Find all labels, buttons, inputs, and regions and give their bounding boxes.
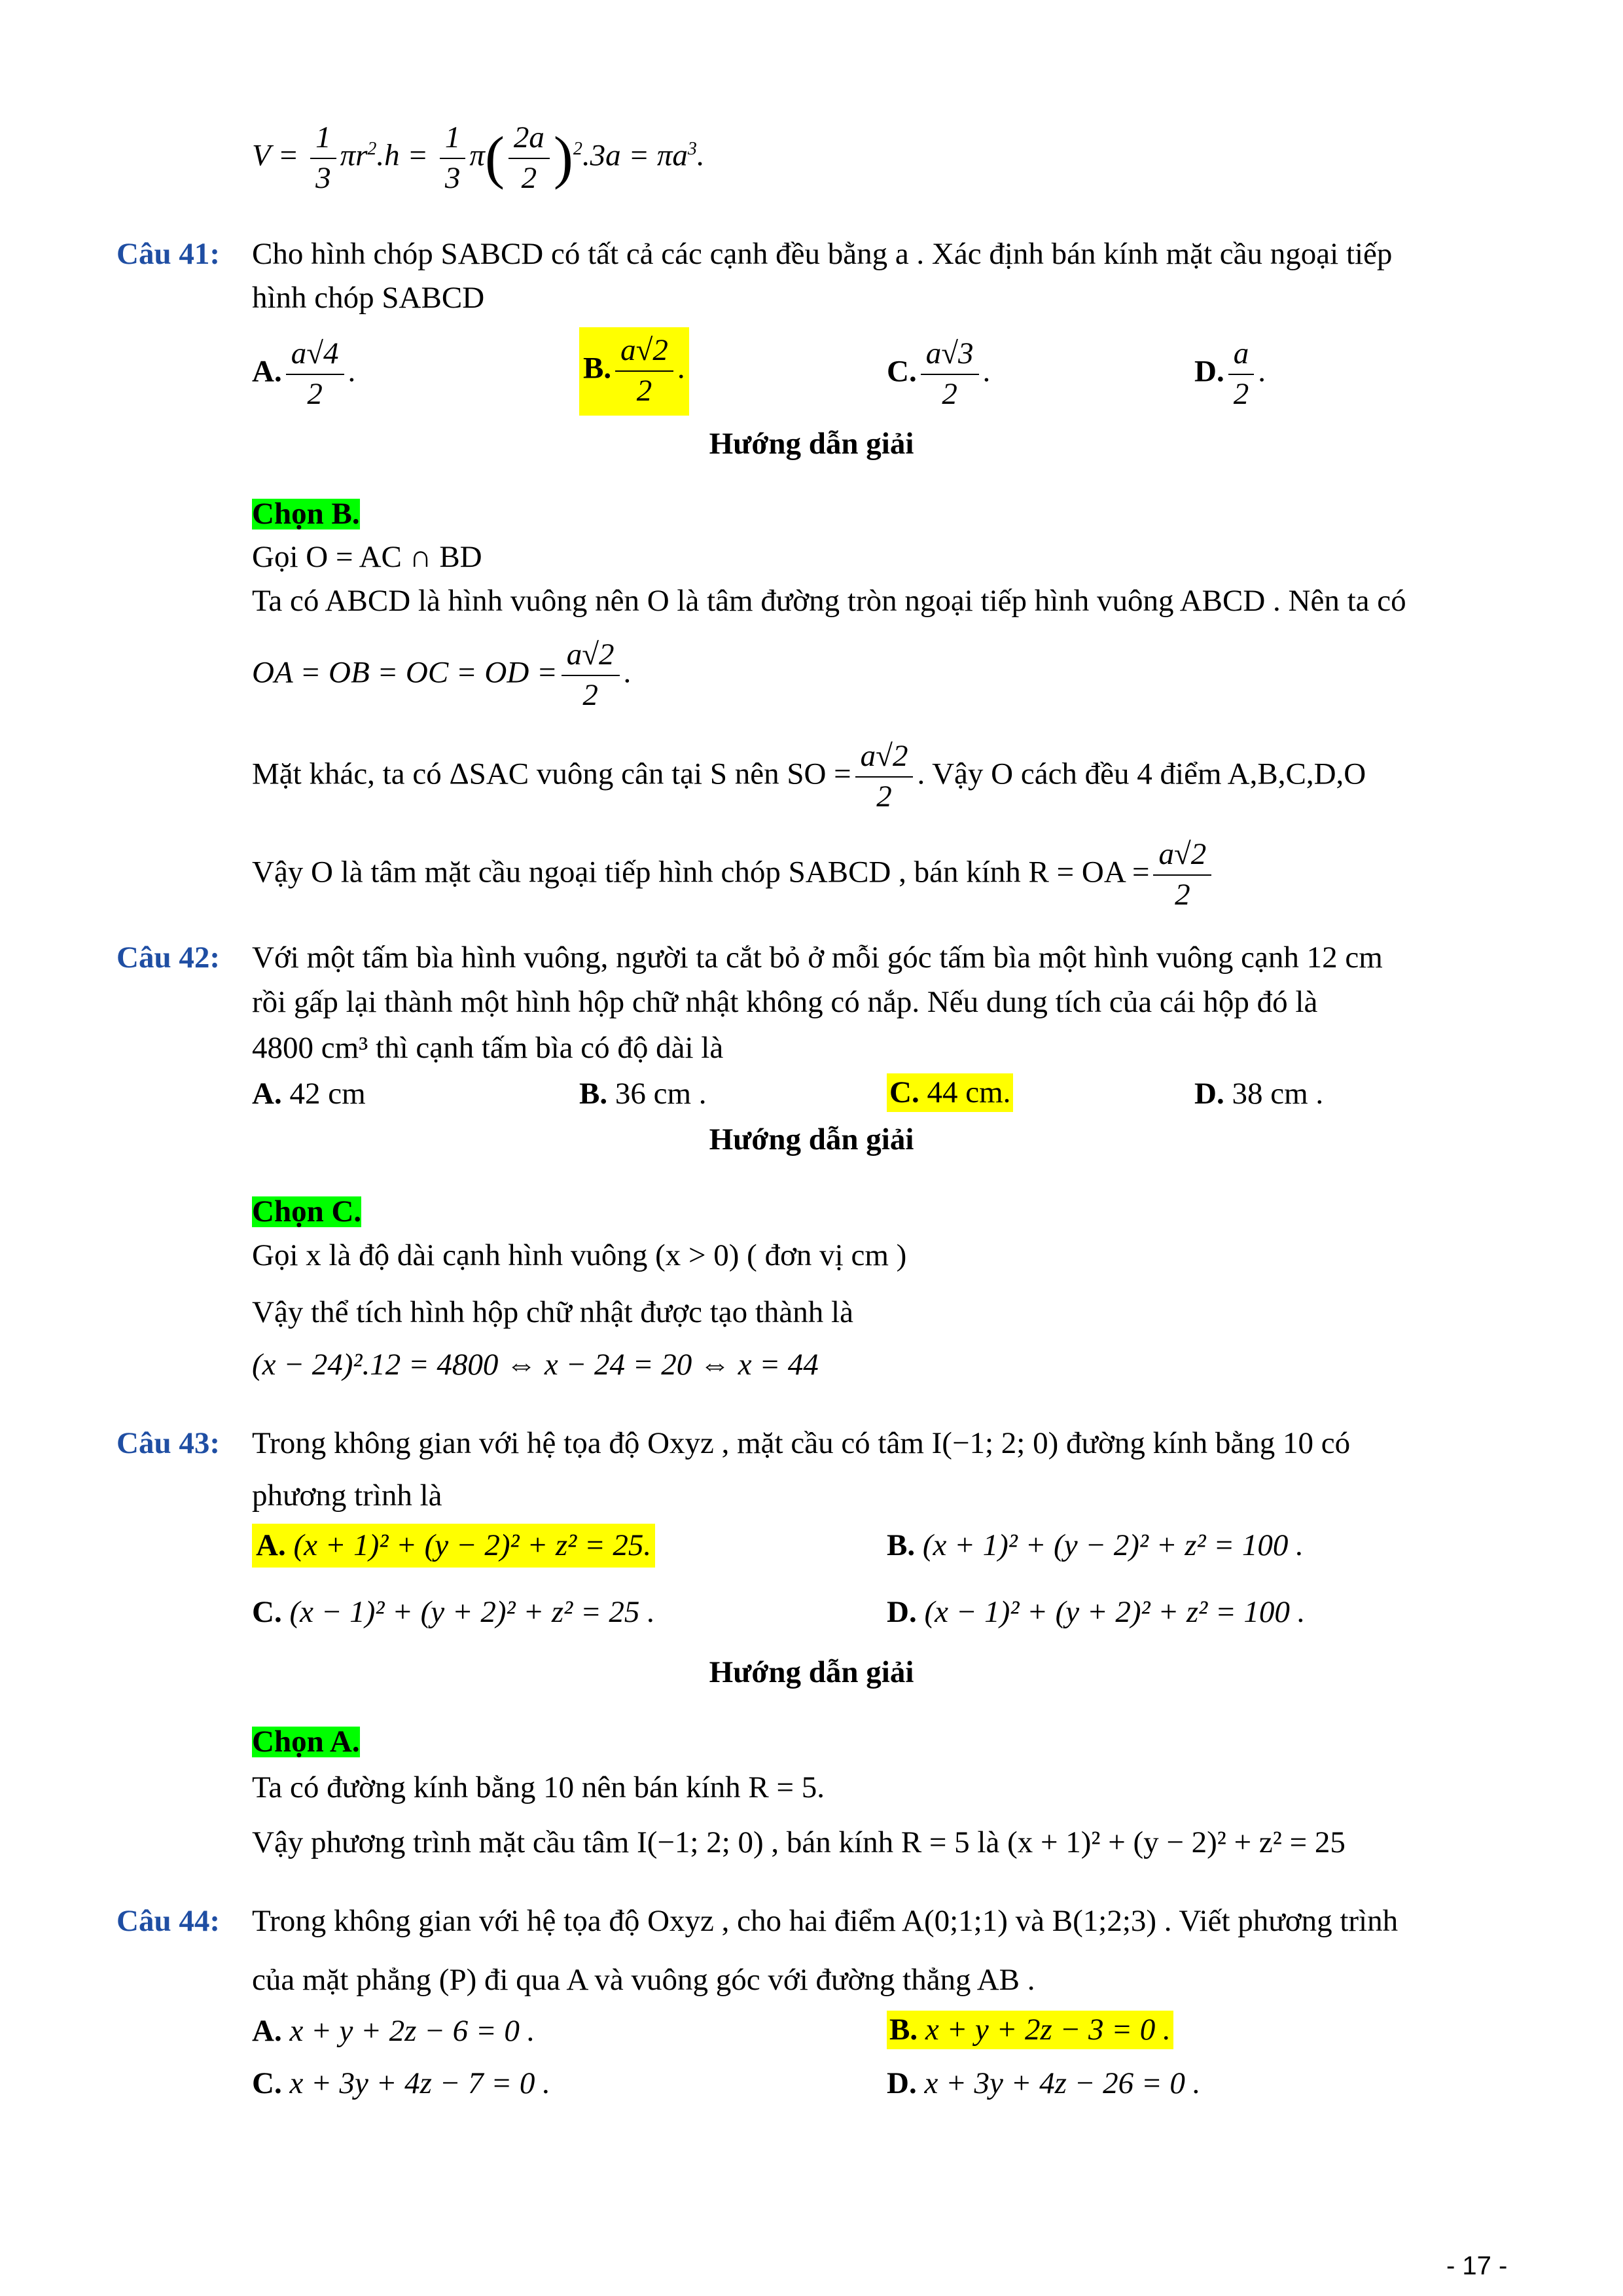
q44-option-a[interactable]: A. x + y + 2z − 6 = 0 .	[252, 2014, 535, 2048]
question-41-stem-1: Cho hình chóp SABCD có tất cả các cạnh đều bằng a . Xác định bán kính mặt cầu ngoại tiếp	[252, 237, 1393, 271]
q44-option-c[interactable]: C. x + 3y + 4z − 7 = 0 .	[252, 2066, 550, 2100]
question-43-label: Câu 43:	[116, 1426, 220, 1460]
q41-solution-title: Hướng dẫn giải	[709, 427, 914, 461]
q44-option-d[interactable]: D. x + 3y + 4z − 26 = 0 .	[887, 2066, 1201, 2100]
q41-option-c[interactable]: C. $\frac{a√3}{2}$ .	[887, 336, 991, 411]
question-42-stem-1: Với một tấm bìa hình vuông, người ta cắt bỏ ở mỗi góc tấm bìa một hình vuông cạnh 12 cm	[252, 941, 1383, 975]
q42-solution-title: Hướng dẫn giải	[709, 1122, 914, 1157]
q41-solution-1: Gọi O = AC ∩ BD	[252, 540, 482, 574]
q43-choice: Chọn A.	[252, 1725, 360, 1759]
question-42-stem-3: 4800 cm³ thì cạnh tấm bìa có độ dài là	[252, 1031, 724, 1065]
q42-choice: Chọn C.	[252, 1194, 362, 1229]
q43-solution-2: Vậy phương trình mặt cầu tâm I(−1; 2; 0) , bán kính R = 5 là (x + 1)² + (y − 2)² + z² = 25	[252, 1825, 1346, 1859]
q41-solution-5: Vậy O là tâm mặt cầu ngoại tiếp hình chóp SABCD , bán kính R = OA = $\frac{a√2}{2}$	[252, 838, 1215, 912]
q42-option-a[interactable]: A. 42 cm	[252, 1077, 366, 1111]
q41-choice: Chọn B.	[252, 497, 360, 531]
question-42-label: Câu 42:	[116, 941, 220, 975]
question-44-stem-1: Trong không gian với hệ tọa độ Oxyz , cho hai điểm A(0;1;1) và B(1;2;3) . Viết phương trình	[252, 1904, 1399, 1938]
q43-solution-title: Hướng dẫn giải	[709, 1655, 914, 1689]
q42-solution-2: Vậy thể tích hình hộp chữ nhật được tạo thành là	[252, 1295, 853, 1329]
page-number: - 17 -	[1446, 2251, 1508, 2280]
q42-option-c[interactable]: C. 44 cm.	[887, 1073, 1013, 1112]
q41-option-d[interactable]: D. $\frac{a}{2}$ .	[1194, 336, 1266, 411]
q41-solution-3: OA = OB = OC = OD = $\frac{a√2}{2}$ .	[252, 637, 632, 712]
q41-option-a[interactable]: A. $\frac{a√4}{2}$ .	[252, 336, 356, 411]
question-43-stem-2: phương trình là	[252, 1479, 442, 1513]
q42-solution-1: Gọi x là độ dài cạnh hình vuông (x > 0) ( đơn vị cm )	[252, 1238, 907, 1272]
question-41-stem-2: hình chóp SABCD	[252, 281, 485, 315]
question-42-stem-2: rồi gấp lại thành một hình hộp chữ nhật không có nắp. Nếu dung tích của cái hộp đó là	[252, 985, 1318, 1019]
q43-option-c[interactable]: C. (x − 1)² + (y + 2)² + z² = 25 .	[252, 1595, 655, 1629]
question-43-stem-1: Trong không gian với hệ tọa độ Oxyz , mặt cầu có tâm I(−1; 2; 0) đường kính bằng 10 có	[252, 1426, 1351, 1460]
q41-solution-2: Ta có ABCD là hình vuông nên O là tâm đường tròn ngoại tiếp hình vuông ABCD . Nên ta có	[252, 584, 1406, 618]
q43-option-d[interactable]: D. (x − 1)² + (y + 2)² + z² = 100 .	[887, 1595, 1306, 1629]
q43-solution-1: Ta có đường kính bằng 10 nên bán kính R = 5.	[252, 1770, 825, 1804]
q42-solution-3: (x − 24)².12 = 4800 ⇔ x − 24 = 20 ⇔ x = 44	[252, 1348, 819, 1382]
q44-option-b[interactable]: B. x + y + 2z − 3 = 0 .	[887, 2011, 1173, 2049]
q43-option-a[interactable]: A. (x + 1)² + (y − 2)² + z² = 25.	[252, 1524, 655, 1568]
q42-option-b[interactable]: B. 36 cm .	[579, 1077, 707, 1111]
volume-formula: V = $\frac{1}{3}$ $\pi r^2.h$ = $\frac{1}{3}$ π( $\frac{2a}{2}$ )$^2.3a = \pi a^3$.	[252, 120, 705, 195]
question-44-label: Câu 44:	[116, 1904, 220, 1938]
q41-option-b[interactable]: B. $\frac{a√2}{2}$ .	[579, 327, 689, 416]
question-44-stem-2: của mặt phẳng (P) đi qua A và vuông góc với đường thẳng AB .	[252, 1963, 1035, 1997]
q43-option-b[interactable]: B. (x + 1)² + (y − 2)² + z² = 100 .	[887, 1528, 1304, 1562]
question-41-label: Câu 41:	[116, 237, 220, 271]
q42-option-d[interactable]: D. 38 cm .	[1194, 1077, 1324, 1111]
q41-solution-4: Mặt khác, ta có ΔSAC vuông cân tại S nên SO = $\frac{a√2}{2}$ . Vậy O cách đều 4 điểm A,B,C,D,O	[252, 739, 1366, 814]
